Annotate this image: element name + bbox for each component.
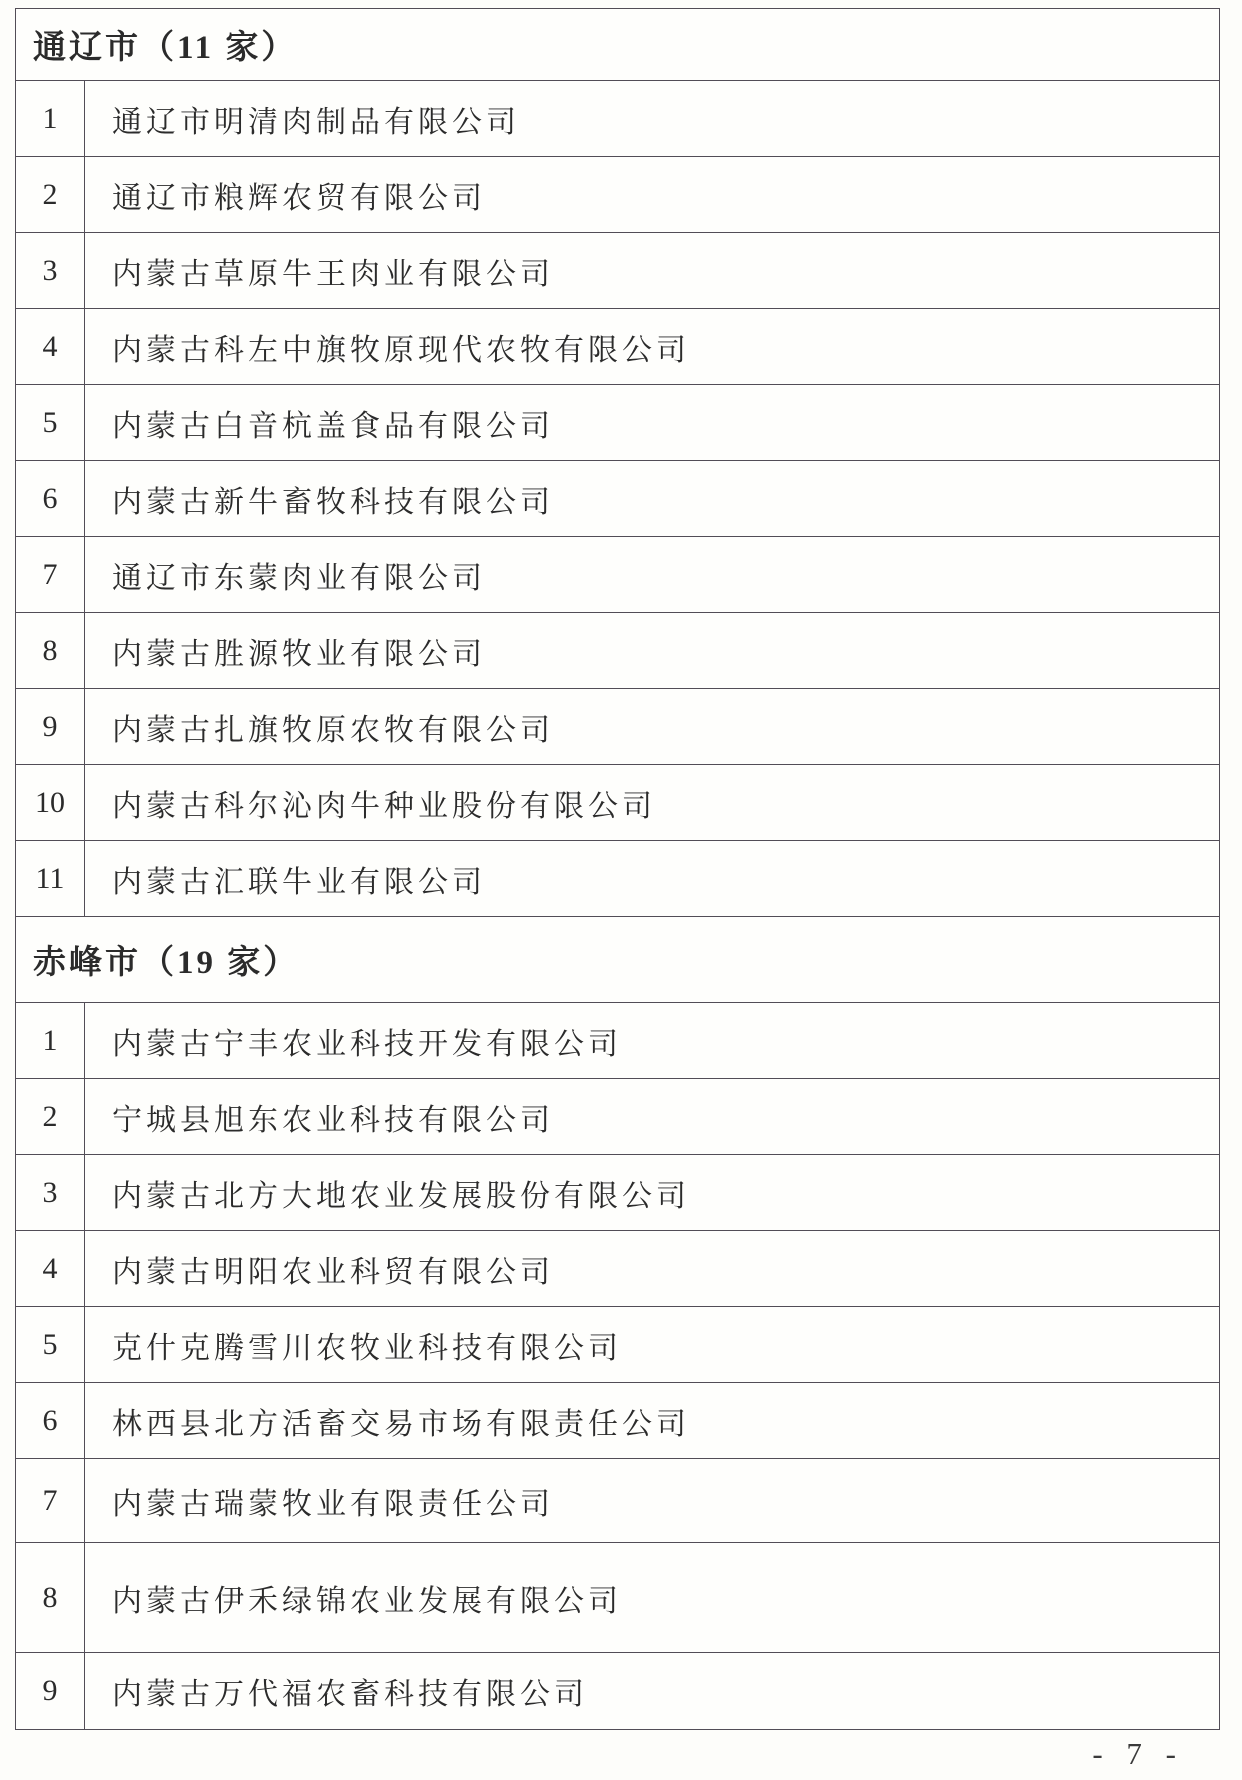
company-name: 内蒙古科尔沁肉牛种业股份有限公司 <box>112 789 656 823</box>
section-header: 赤峰市（19 家） <box>16 917 1219 1003</box>
company-name: 内蒙古新牛畜牧科技有限公司 <box>112 485 554 519</box>
section-header: 通辽市（11 家） <box>16 9 1219 81</box>
company-name: 通辽市东蒙肉业有限公司 <box>112 561 486 595</box>
table-row <box>16 385 1219 461</box>
table-row <box>16 233 1219 309</box>
table-row <box>16 81 1219 157</box>
company-name: 通辽市明清肉制品有限公司 <box>112 105 520 139</box>
section-tongliao <box>16 9 1219 917</box>
table-row <box>16 689 1219 765</box>
row-number: 4 <box>16 309 85 384</box>
table-row <box>16 461 1219 537</box>
table-row <box>16 765 1219 841</box>
row-number: 7 <box>16 537 85 612</box>
company-name: 内蒙古胜源牧业有限公司 <box>112 637 486 671</box>
company-name: 内蒙古万代福农畜科技有限公司 <box>112 1678 588 1711</box>
table-row <box>16 1459 1219 1543</box>
row-number: 6 <box>16 461 85 536</box>
company-name: 内蒙古瑞蒙牧业有限责任公司 <box>112 1487 554 1521</box>
company-name: 通辽市粮辉农贸有限公司 <box>112 181 486 215</box>
row-number: 7 <box>16 1459 85 1542</box>
row-number: 10 <box>16 765 85 840</box>
company-name: 内蒙古科左中旗牧原现代农牧有限公司 <box>112 333 690 367</box>
company-name: 内蒙古明阳农业科贸有限公司 <box>112 1255 554 1289</box>
company-name: 内蒙古伊禾绿锦农业发展有限公司 <box>112 1584 622 1618</box>
section-chifeng <box>16 917 1219 1729</box>
table-row <box>16 309 1219 385</box>
row-number: 3 <box>16 1155 85 1230</box>
row-number: 5 <box>16 385 85 460</box>
table-row <box>16 841 1219 917</box>
row-number: 8 <box>16 1543 85 1652</box>
row-number: 6 <box>16 1383 85 1458</box>
company-name: 宁城县旭东农业科技有限公司 <box>112 1103 554 1137</box>
table-row <box>16 1231 1219 1307</box>
page-number: - 7 - <box>1092 1736 1184 1771</box>
table-row <box>16 157 1219 233</box>
row-number: 8 <box>16 613 85 688</box>
company-list-table <box>15 8 1220 1730</box>
table-row <box>16 1653 1219 1729</box>
table-row <box>16 1079 1219 1155</box>
row-number: 2 <box>16 1079 85 1154</box>
company-name: 内蒙古白音杭盖食品有限公司 <box>112 409 554 443</box>
company-name: 内蒙古扎旗牧原农牧有限公司 <box>112 713 554 747</box>
row-number: 1 <box>16 1003 85 1078</box>
table-row <box>16 1155 1219 1231</box>
row-number: 5 <box>16 1307 85 1382</box>
table-row <box>16 1307 1219 1383</box>
row-number: 3 <box>16 233 85 308</box>
company-name: 克什克腾雪川农牧业科技有限公司 <box>112 1331 622 1365</box>
company-name: 内蒙古宁丰农业科技开发有限公司 <box>112 1027 622 1061</box>
table-row <box>16 1383 1219 1459</box>
company-name: 内蒙古汇联牛业有限公司 <box>112 865 486 899</box>
table-row <box>16 613 1219 689</box>
company-name: 林西县北方活畜交易市场有限责任公司 <box>112 1407 690 1441</box>
row-number: 2 <box>16 157 85 232</box>
row-number: 9 <box>16 689 85 764</box>
row-number: 4 <box>16 1231 85 1306</box>
row-number: 1 <box>16 81 85 156</box>
row-number: 11 <box>16 841 85 916</box>
table-row <box>16 1003 1219 1079</box>
row-number: 9 <box>16 1653 85 1729</box>
company-name: 内蒙古草原牛王肉业有限公司 <box>112 257 554 291</box>
table-row <box>16 1543 1219 1653</box>
table-row <box>16 537 1219 613</box>
company-name: 内蒙古北方大地农业发展股份有限公司 <box>112 1179 690 1213</box>
